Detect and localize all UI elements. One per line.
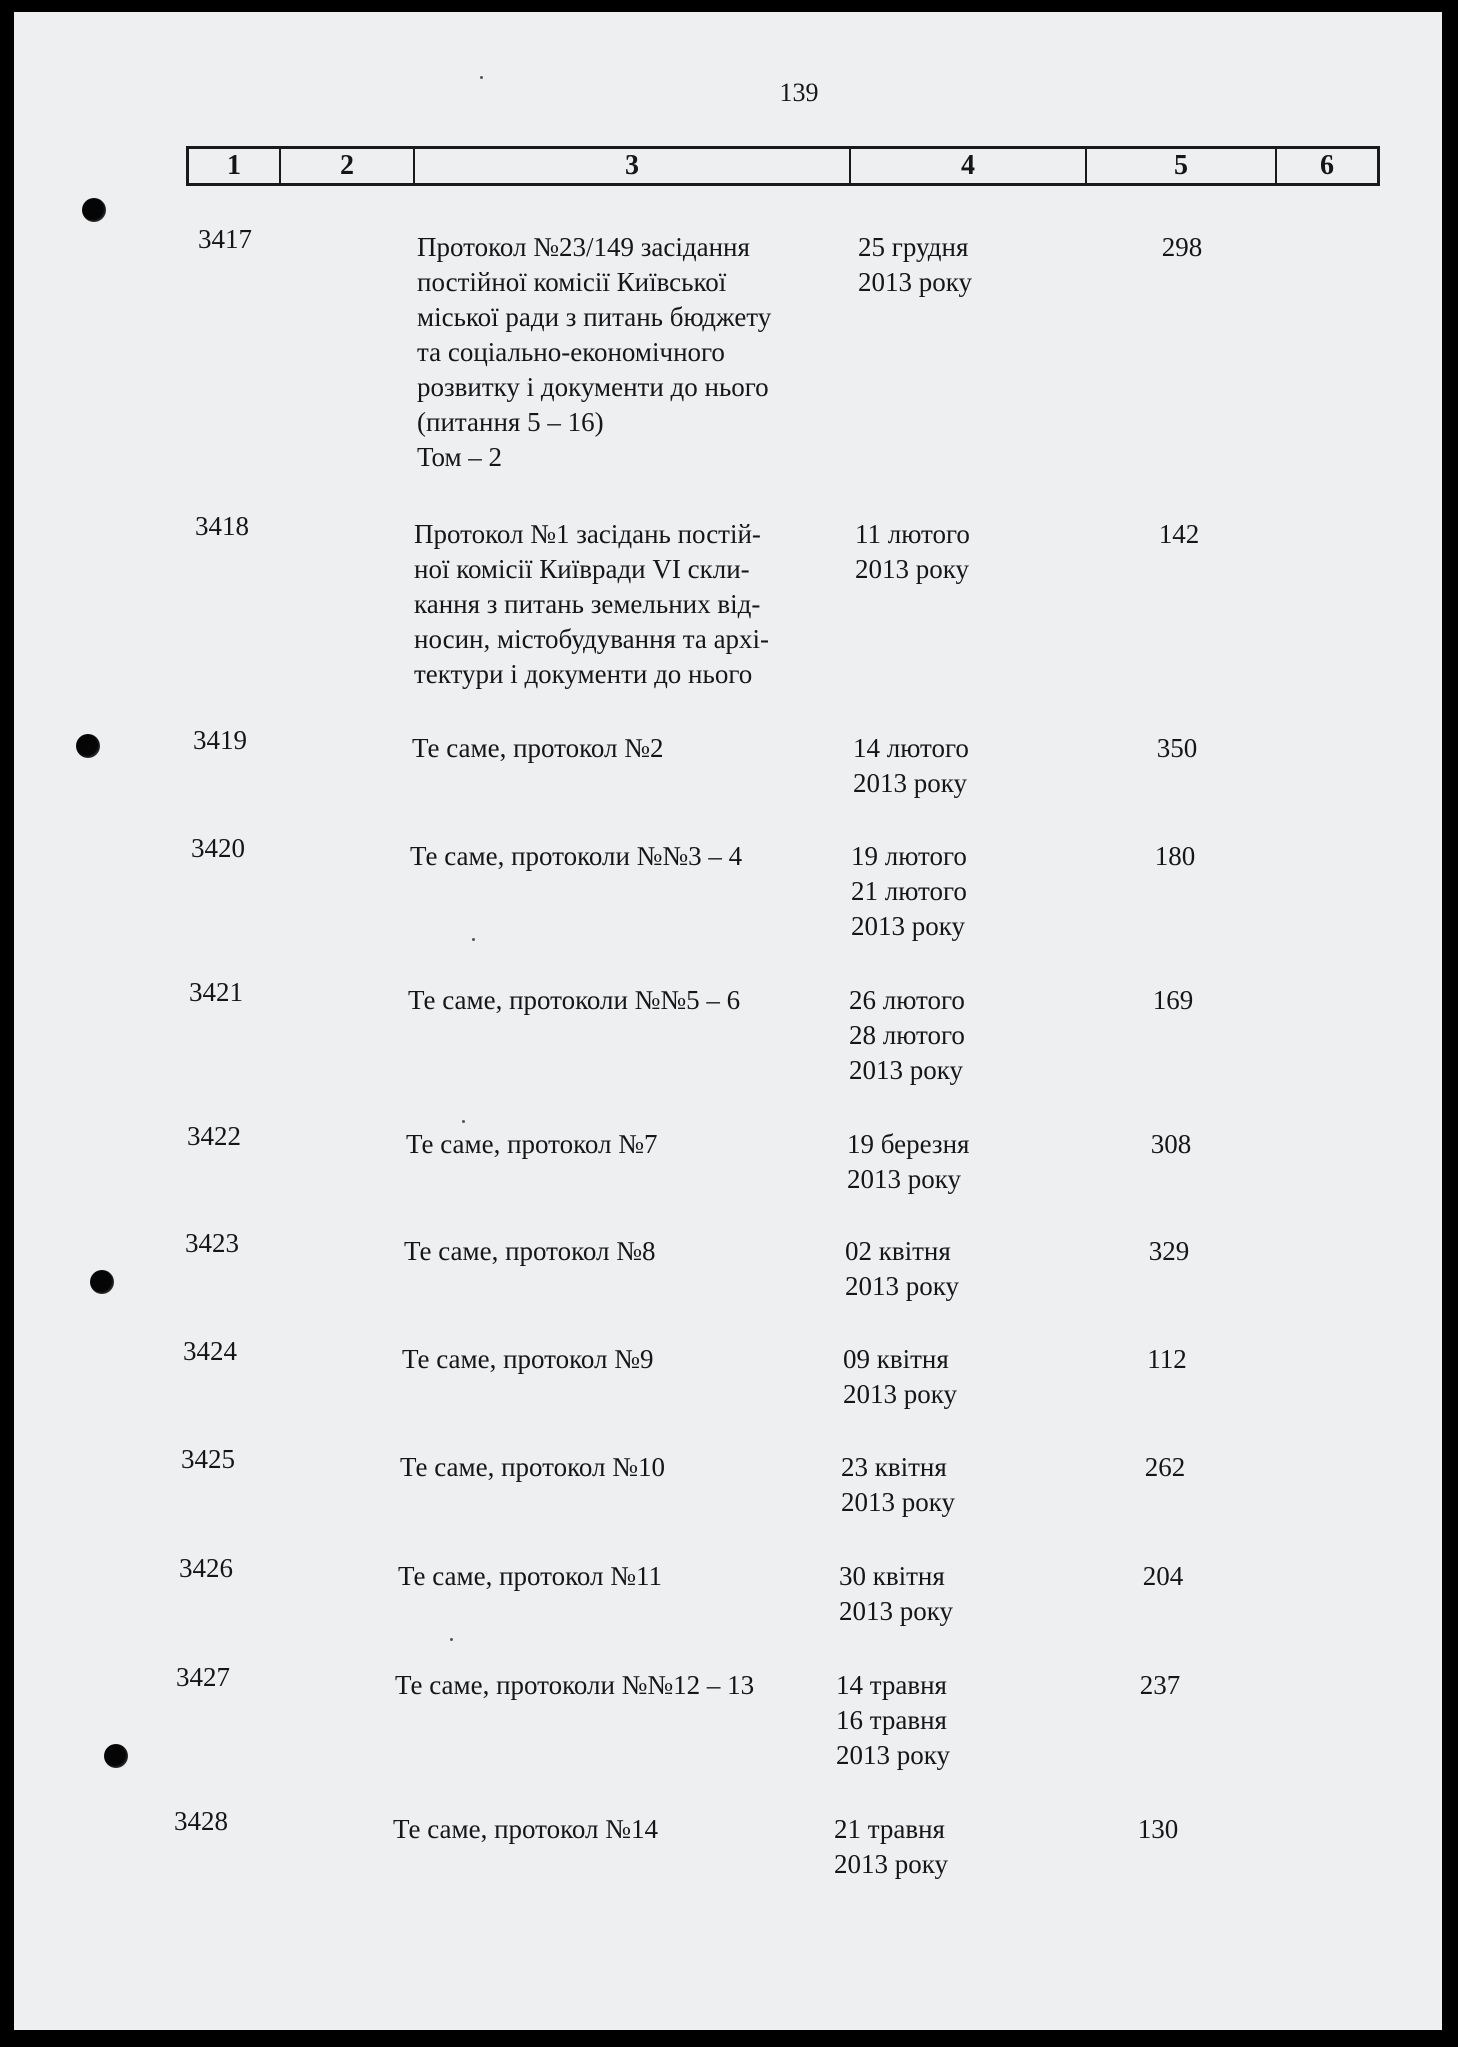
item-description	[410, 839, 850, 874]
date-line: 02 квітня	[845, 1236, 951, 1266]
item-number: 3418	[195, 511, 249, 541]
date-line: 14 травня	[836, 1670, 947, 1700]
item-description	[414, 517, 854, 692]
description-line: тектури і документи до нього	[414, 659, 753, 689]
item-sheet-count: 262	[1144, 1452, 1186, 1482]
item-date	[841, 1450, 1041, 1520]
scan-speck	[462, 1120, 465, 1123]
date-line: 2013 року	[853, 768, 967, 798]
item-description	[417, 230, 857, 475]
description-line: постійної комісії Київської	[417, 267, 727, 297]
page-number: 139	[779, 78, 819, 107]
description-line: ної комісії Київради VI скли-	[414, 554, 750, 584]
description-line: Те саме, протокол №9	[402, 1344, 654, 1374]
item-number: 3424	[183, 1336, 237, 1366]
date-line: 21 лютого	[851, 876, 967, 906]
item-description	[404, 1234, 844, 1269]
item-number: 3425	[181, 1444, 235, 1474]
description-line: Те саме, протокол №2	[412, 733, 664, 763]
item-number: 3421	[189, 977, 243, 1007]
punch-hole	[76, 734, 100, 758]
item-date	[853, 731, 1053, 801]
item-date	[839, 1559, 1039, 1629]
description-line: Те саме, протокол №7	[406, 1129, 658, 1159]
item-number: 3420	[191, 833, 245, 863]
item-sheet-count: 298	[1161, 232, 1203, 262]
description-line: Те саме, протокол №11	[398, 1561, 662, 1591]
item-number: 3422	[187, 1121, 241, 1151]
column-header-6: 6	[1320, 150, 1334, 181]
date-line: 2013 року	[845, 1271, 959, 1301]
item-sheet-count: 237	[1139, 1670, 1181, 1700]
date-line: 30 квітня	[839, 1561, 945, 1591]
column-header-4: 4	[851, 149, 1087, 183]
item-date	[851, 839, 1051, 944]
column-header-2: 2	[281, 149, 415, 183]
scan-speck	[472, 938, 475, 941]
date-line: 2013 року	[834, 1849, 948, 1879]
item-date	[843, 1342, 1043, 1412]
item-description	[406, 1127, 846, 1162]
description-line: Те саме, протоколи №№12 – 13	[395, 1670, 755, 1700]
item-number: 3423	[185, 1228, 239, 1258]
description-line: Те саме, протокол №8	[404, 1236, 656, 1266]
date-line: 2013 року	[836, 1740, 950, 1770]
item-number: 3427	[176, 1662, 230, 1692]
description-line: носин, містобудування та архі-	[414, 624, 770, 654]
date-line: 19 березня	[847, 1129, 970, 1159]
date-line: 2013 року	[847, 1164, 961, 1194]
description-line: та соціально-економічного	[417, 337, 725, 367]
description-line: міської ради з питань бюджету	[417, 302, 772, 332]
punch-hole	[82, 198, 106, 222]
date-line: 23 квітня	[841, 1452, 947, 1482]
date-line: 2013 року	[849, 1055, 963, 1085]
item-date	[845, 1234, 1045, 1304]
item-sheet-count: 169	[1152, 985, 1194, 1015]
item-sheet-count: 130	[1137, 1814, 1179, 1844]
document-page	[14, 12, 1442, 2030]
item-description	[412, 731, 852, 766]
item-number: 3428	[174, 1806, 228, 1836]
description-line: (питання 5 – 16)	[417, 407, 604, 437]
description-line: Те саме, протокол №14	[393, 1814, 658, 1844]
date-line: 14 лютого	[853, 733, 969, 763]
item-sheet-count: 112	[1147, 1344, 1187, 1374]
item-description	[398, 1559, 838, 1594]
date-line: 21 травня	[834, 1814, 945, 1844]
date-line: 26 лютого	[849, 985, 965, 1015]
item-description	[393, 1812, 833, 1847]
column-header-table	[186, 146, 1380, 186]
description-line: Те саме, протоколи №№5 – 6	[408, 985, 741, 1015]
item-date	[849, 983, 1049, 1088]
item-number: 3419	[193, 725, 247, 755]
column-header-1: 1	[189, 149, 281, 183]
item-sheet-count: 204	[1142, 1561, 1184, 1591]
item-description	[395, 1668, 835, 1703]
description-line: розвитку і документи до нього	[417, 372, 769, 402]
date-line: 2013 року	[839, 1596, 953, 1626]
punch-hole	[90, 1270, 114, 1294]
description-line: кання з питань земельних від-	[414, 589, 761, 619]
date-line: 16 травня	[836, 1705, 947, 1735]
item-description	[408, 983, 848, 1018]
date-line: 09 квітня	[843, 1344, 949, 1374]
item-date	[834, 1812, 1034, 1882]
column-header-5: 5	[1087, 149, 1277, 183]
date-line: 2013 року	[851, 911, 965, 941]
date-line: 2013 року	[843, 1379, 957, 1409]
item-sheet-count: 142	[1158, 519, 1200, 549]
description-line: Том – 2	[417, 442, 503, 472]
item-description	[402, 1342, 842, 1377]
date-line: 11 лютого	[855, 519, 970, 549]
scan-speck	[450, 1638, 453, 1641]
item-sheet-count: 308	[1150, 1129, 1192, 1159]
item-sheet-count: 350	[1156, 733, 1198, 763]
item-date	[836, 1668, 1036, 1773]
item-description	[400, 1450, 840, 1485]
description-line: Те саме, протоколи №№3 – 4	[410, 841, 743, 871]
date-line: 28 лютого	[849, 1020, 965, 1050]
description-line: Те саме, протокол №10	[400, 1452, 665, 1482]
item-date	[858, 230, 1058, 300]
punch-hole	[104, 1744, 128, 1768]
date-line: 2013 року	[841, 1487, 955, 1517]
scan-speck	[480, 76, 483, 79]
description-line: Протокол №1 засідань постій-	[414, 519, 761, 549]
item-date	[855, 517, 1055, 587]
date-line: 25 грудня	[858, 232, 969, 262]
date-line: 2013 року	[855, 554, 969, 584]
item-sheet-count: 329	[1148, 1236, 1190, 1266]
item-number: 3417	[198, 224, 252, 254]
item-sheet-count: 180	[1154, 841, 1196, 871]
item-number: 3426	[179, 1553, 233, 1583]
date-line: 2013 року	[858, 267, 972, 297]
item-date	[847, 1127, 1047, 1197]
date-line: 19 лютого	[851, 841, 967, 871]
description-line: Протокол №23/149 засідання	[417, 232, 750, 262]
column-header-3: 3	[415, 149, 851, 183]
